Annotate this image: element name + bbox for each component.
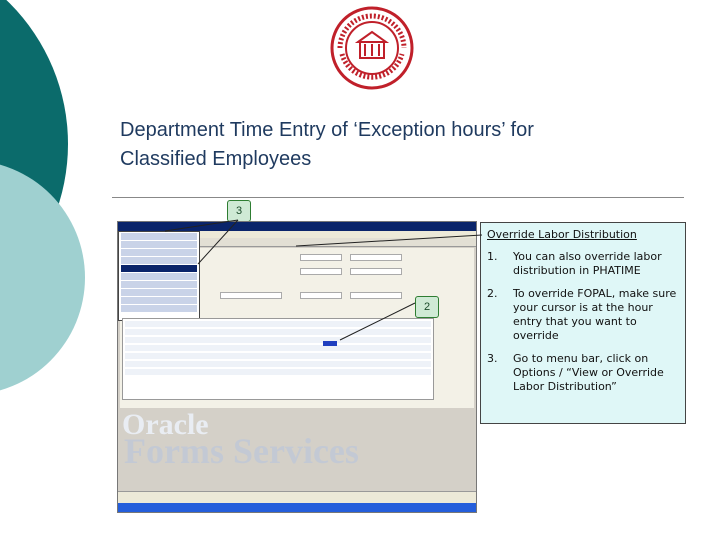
item-number: 3.	[487, 352, 498, 365]
title-divider	[112, 197, 684, 198]
menu-item[interactable]	[121, 289, 197, 296]
options-menu-dropdown[interactable]	[118, 231, 200, 321]
background-light-circle	[0, 160, 85, 395]
menu-item[interactable]	[121, 233, 197, 240]
grid-row[interactable]	[125, 369, 431, 375]
form-field	[350, 268, 402, 275]
window-titlebar	[118, 222, 476, 231]
instruction-item	[487, 250, 679, 278]
form-field	[220, 292, 282, 299]
phatime-screenshot	[117, 221, 477, 513]
grid-row[interactable]	[125, 329, 431, 335]
windows-taskbar	[118, 503, 476, 512]
step-2-marker: 2	[415, 296, 439, 318]
grid-row[interactable]	[125, 345, 431, 351]
item-number: 2.	[487, 287, 498, 300]
item-number: 1.	[487, 250, 498, 263]
hour-entry-cursor[interactable]	[323, 341, 337, 346]
menu-item[interactable]	[121, 297, 197, 304]
form-field	[300, 254, 342, 261]
time-entry-grid	[122, 318, 434, 400]
menu-item[interactable]	[121, 281, 197, 288]
grid-row[interactable]	[125, 353, 431, 359]
menu-item[interactable]	[121, 241, 197, 248]
menu-item[interactable]	[121, 249, 197, 256]
step-3-marker: 3	[227, 200, 251, 222]
menu-item[interactable]	[121, 305, 197, 312]
instruction-item	[487, 352, 679, 394]
grid-row[interactable]	[125, 337, 431, 343]
slide-title: Department Time Entry of ‘Exception hours’ for Classified Employees	[120, 119, 534, 170]
item-text: To override FOPAL, make sure your cursor is at the hour entry that you want to override	[513, 287, 677, 342]
menu-item-view-override-labor[interactable]	[121, 265, 197, 272]
item-text: Go to menu bar, click on Options / “View or Override Labor Distribution”	[513, 352, 664, 393]
grid-row[interactable]	[125, 321, 431, 327]
menu-item[interactable]	[121, 273, 197, 280]
form-field	[350, 292, 402, 299]
instruction-list	[487, 250, 679, 394]
college-seal-logo	[330, 6, 414, 90]
form-field	[300, 292, 342, 299]
callout-heading: Override Labor Distribution	[487, 228, 637, 241]
grid-row[interactable]	[125, 361, 431, 367]
instructions-callout	[480, 222, 686, 424]
item-text: You can also override labor distribution in PHATIME	[513, 250, 662, 277]
oracle-watermark-line1: Oracle	[122, 408, 209, 441]
form-field	[350, 254, 402, 261]
instruction-item	[487, 287, 679, 343]
form-field	[300, 268, 342, 275]
menu-item[interactable]	[121, 257, 197, 264]
oracle-watermark-line2: Forms Services	[124, 431, 359, 471]
